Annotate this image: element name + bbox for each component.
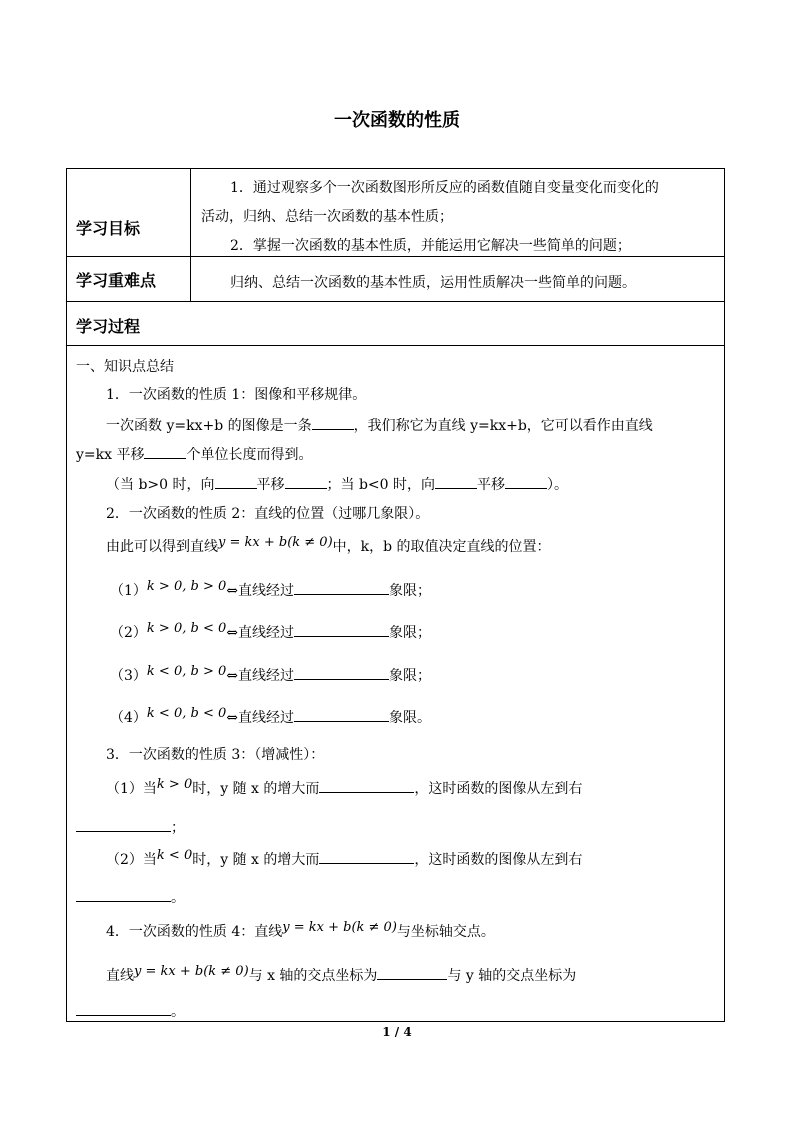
row-label-key-points: 学习重难点 — [76, 271, 157, 290]
formula: y = kx + b(k ≠ 0) — [282, 920, 397, 935]
answer-blank[interactable] — [435, 474, 477, 489]
answer-blank[interactable] — [76, 1001, 171, 1016]
answer-blank[interactable] — [215, 474, 257, 489]
goal-2: 2．掌握一次函数的基本性质，并能运用它解决一些简单的问题； — [230, 238, 631, 254]
condition: k > 0, b < 0 — [146, 621, 227, 636]
table-divider — [66, 301, 725, 302]
answer-blank[interactable] — [319, 778, 414, 793]
property-3-title: 3．一次函数的性质 3：（增减性）： — [106, 747, 325, 763]
property-2-title: 2．一次函数的性质 2：直线的位置（过哪几象限）。 — [106, 506, 430, 522]
answer-blank[interactable] — [76, 817, 171, 832]
row-label-process: 学习过程 — [76, 317, 141, 336]
property-1-title: 1．一次函数的性质 1：图像和平移规律。 — [106, 387, 367, 403]
page-title: 一次函数的性质 — [334, 110, 460, 131]
answer-blank[interactable] — [294, 665, 389, 680]
property-2-intro: 由此可以得到直线y = kx + b(k ≠ 0)中，k，b 的取值决定直线的位置： — [106, 535, 551, 555]
key-points-text: 归纳、总结一次函数的基本性质，运用性质解决一些简单的问题。 — [230, 275, 636, 291]
property-1-line-3: （当 b>0 时，向 平移 ；当 b<0 时，向 平移 ）。 — [106, 474, 568, 495]
property-3-case-2: （2）当k < 0时，y 随 x 的增大而 ，这时函数的图像从左到右 — [106, 848, 583, 868]
property-4-line-continued: 。 — [76, 1001, 185, 1022]
section-heading: 一、知识点总结 — [76, 359, 174, 375]
condition: k > 0 — [156, 777, 193, 792]
condition: k > 0, b > 0 — [146, 579, 227, 594]
page-number: 1 / 4 — [382, 1025, 412, 1039]
property-3-case-2-continued: 。 — [76, 887, 185, 908]
property-1-line-2: y=kx 平移 个单位长度而得到。 — [76, 444, 312, 465]
property-1-line-1: 一次函数 y=kx+b 的图像是一条 ，我们称它为直线 y=kx+b，它可以看作由直线 — [106, 415, 653, 436]
condition: k < 0 — [156, 848, 193, 863]
goal-1-line-1: 1．通过观察多个一次函数图形所反应的函数值随自变量变化而变化的 — [230, 180, 659, 196]
row-label-goals: 学习目标 — [76, 219, 141, 238]
answer-blank[interactable] — [294, 580, 389, 595]
answer-blank[interactable] — [377, 965, 447, 980]
answer-blank[interactable] — [294, 622, 389, 637]
property-3-case-1: （1）当k > 0时，y 随 x 的增大而 ，这时函数的图像从左到右 — [106, 777, 583, 797]
answer-blank[interactable] — [285, 474, 327, 489]
table-divider — [66, 345, 725, 346]
condition: k < 0, b < 0 — [146, 706, 227, 721]
property-3-case-1-continued: ； — [76, 817, 185, 838]
case-4: （4）k < 0, b < 0⇔直线经过 象限。 — [110, 706, 431, 726]
formula: y = kx + b(k ≠ 0) — [134, 964, 249, 979]
property-4-line: 直线y = kx + b(k ≠ 0)与 x 轴的交点坐标为 与 y 轴的交点坐标为 — [106, 964, 577, 984]
goal-1-line-2: 活动，归纳、总结一次函数的基本性质； — [201, 209, 453, 225]
answer-blank[interactable] — [505, 474, 547, 489]
answer-blank[interactable] — [319, 849, 414, 864]
case-1: （1）k > 0, b > 0⇔直线经过 象限； — [110, 579, 431, 599]
answer-blank[interactable] — [312, 415, 354, 430]
table-column-divider — [190, 168, 191, 301]
formula: y = kx + b(k ≠ 0) — [218, 535, 333, 550]
answer-blank[interactable] — [294, 707, 389, 722]
answer-blank[interactable] — [144, 444, 186, 459]
condition: k < 0, b > 0 — [146, 664, 227, 679]
case-2: （2）k > 0, b < 0⇔直线经过 象限； — [110, 621, 431, 641]
table-divider — [66, 256, 725, 257]
answer-blank[interactable] — [76, 887, 171, 902]
case-3: （3）k < 0, b > 0⇔直线经过 象限； — [110, 664, 431, 684]
property-4-title: 4．一次函数的性质 4：直线y = kx + b(k ≠ 0)与坐标轴交点。 — [106, 920, 495, 940]
